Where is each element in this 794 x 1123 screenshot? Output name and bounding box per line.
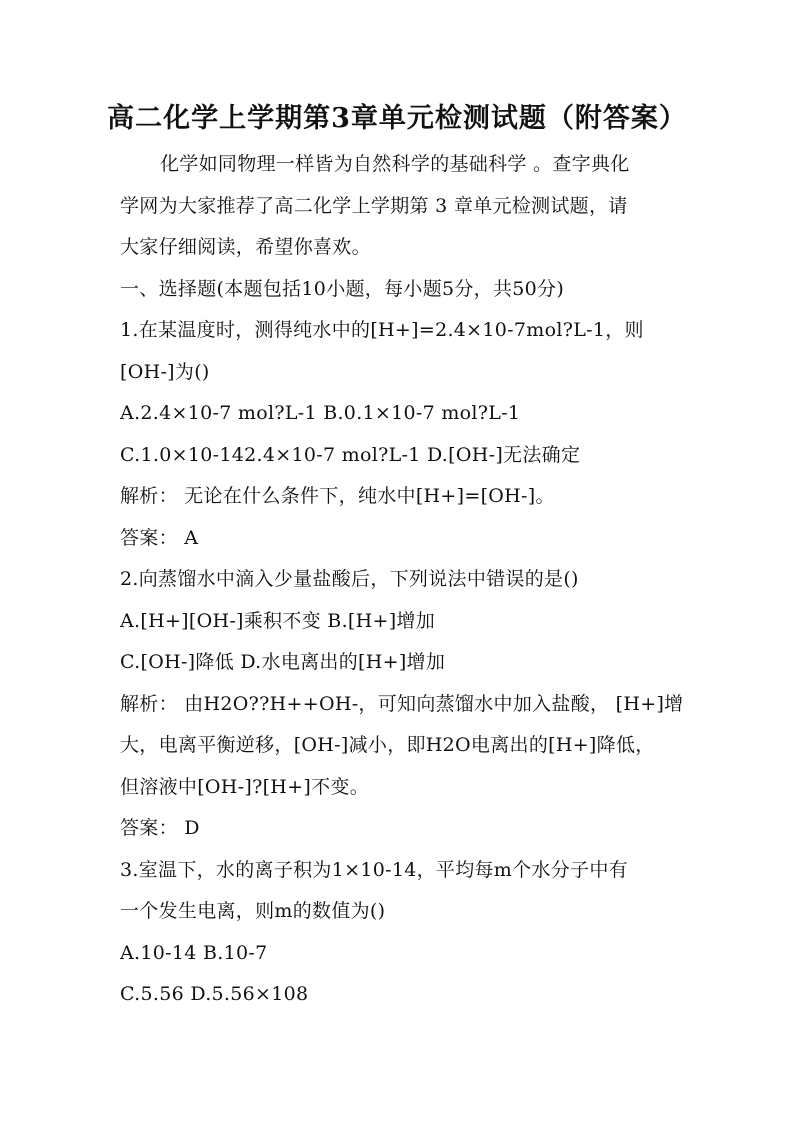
question-1-options-cd: C.1.0×10-142.4×10-7 mol?L-1 D.[OH-]无法确定 <box>120 443 581 466</box>
intro-line-1: 化学如同物理一样皆为自然科学的基础科学 。查字典化 <box>160 153 630 175</box>
question-3-stem-cont: 一个发生电离，则m的数值为() <box>120 900 386 922</box>
question-1-stem: 1.在某温度时，测得纯水中的[H+]=2.4×10-7mol?L-1，则 <box>120 319 644 341</box>
question-1-analysis: 解析： 无论在什么条件下，纯水中[H+]=[OH-]。 <box>120 485 555 507</box>
question-2-analysis-end: 但溶液中[OH-]?[H+]不变。 <box>120 775 369 798</box>
intro-line-3: 大家仔细阅读，希望你喜欢。 <box>120 236 371 258</box>
question-3-options-ab: A.10-14 B.10-7 <box>120 941 268 964</box>
section-heading: 一、选择题(本题包括10小题，每小题5分，共50分) <box>120 277 565 300</box>
document-title: 高二化学上学期第3章单元检测试题（附答案） <box>107 103 687 134</box>
document-body <box>120 144 684 1016</box>
intro-line-2: 学网为大家推荐了高二化学上学期第 3 章单元检测试题，请 <box>120 194 628 217</box>
question-2-answer: 答案： D <box>120 817 200 839</box>
question-2-analysis: 解析： 由H2O??H++OH-，可知向蒸馏水中加入盐酸， [H+]增 <box>120 692 684 715</box>
question-3-options-cd: C.5.56 D.5.56×108 <box>120 983 309 1005</box>
question-1-stem-cont: [OH-]为() <box>120 360 210 383</box>
question-1-options-ab: A.2.4×10-7 mol?L-1 B.0.1×10-7 mol?L-1 <box>120 402 521 424</box>
question-2-options-ab: A.[H+][OH-]乘积不变 B.[H+]增加 <box>120 609 436 632</box>
question-2-options-cd: C.[OH-]降低 D.水电离出的[H+]增加 <box>120 651 446 673</box>
question-2-stem: 2.向蒸馏水中滴入少量盐酸后，下列说法中错误的是() <box>120 568 579 590</box>
question-1-answer: 答案： A <box>120 526 199 549</box>
question-2-analysis-cont: 大，电离平衡逆移，[OH-]减小，即H2O电离出的[H+]降低， <box>120 734 655 756</box>
question-3-stem: 3.室温下，水的离子积为1×10-14，平均每m个水分子中有 <box>120 858 628 881</box>
